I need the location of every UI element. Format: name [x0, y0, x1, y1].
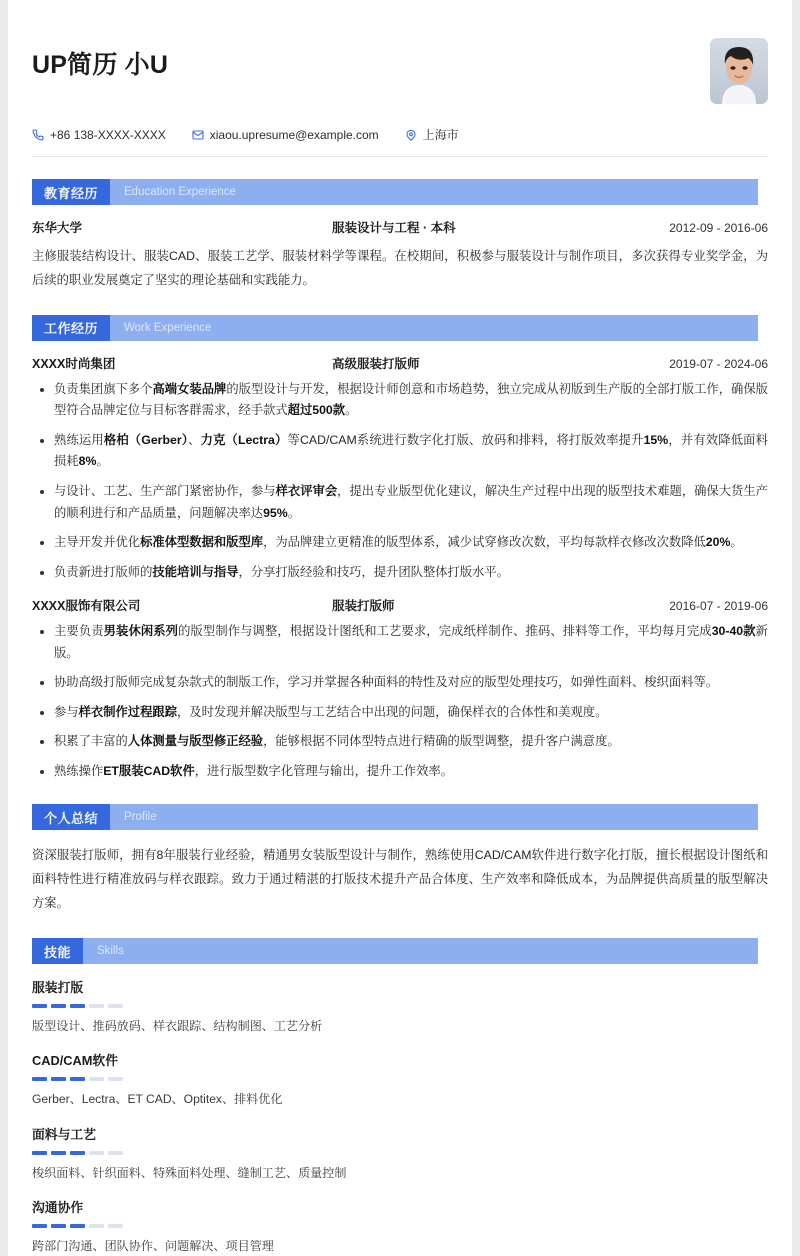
location-pin-icon	[405, 129, 417, 141]
section-header-profile	[32, 804, 758, 830]
resume-page	[8, 0, 792, 1256]
section-title-cn: 个人总结	[32, 804, 110, 830]
name-row	[32, 38, 768, 104]
skill-dash-empty	[89, 1224, 104, 1228]
entry-bullet-list	[32, 379, 768, 583]
section-title-cn: 教育经历	[32, 179, 110, 205]
contact-row	[32, 126, 768, 157]
entry-description: 主修服装结构设计、服装CAD、服装工艺学、服装材料学等课程。在校期间，积极参与服装设计与制作项目，多次获得专业奖学金，为后续的职业发展奠定了坚实的理论基础和实践能力。	[32, 249, 768, 287]
skill-dash-filled	[70, 1151, 85, 1155]
skill-dash-filled	[51, 1151, 66, 1155]
entry-head	[32, 354, 768, 372]
bullet-item: 负责集团旗下多个高端女装品牌的版型设计与开发，根据设计师创意和市场趋势，独立完成从初版到生产版的全部打版工作，确保版型符合品牌定位与目标客群需求，经手款式超过500款。	[32, 379, 768, 422]
contact-location[interactable]	[405, 126, 459, 143]
skill-dash-empty	[108, 1151, 123, 1155]
bullet-item: 主要负责男装休闲系列的版型制作与调整，根据设计图纸和工艺要求，完成纸样制作、推码、排料等工作，平均每月完成30-40款新版。	[32, 621, 768, 664]
contact-phone-value: +86 138-XXXX-XXXX	[50, 127, 166, 142]
section-title-en: Education Experience	[124, 186, 236, 198]
skill-items: 跨部门沟通、团队协作、问题解决、项目管理	[32, 1239, 274, 1254]
skill-dash-empty	[108, 1077, 123, 1081]
entry-bullet-list	[32, 621, 768, 782]
section-title-en: Work Experience	[124, 321, 212, 334]
skill-dash-filled	[32, 1224, 47, 1228]
avatar	[710, 38, 768, 104]
skill-dash-empty	[89, 1077, 104, 1081]
bullet-item: 协助高级打版师完成复杂款式的制版工作，学习并掌握各种面料的特性及对应的版型处理技巧，如弹性面料、梭织面料等。	[32, 672, 768, 694]
skill-name: CAD/CAM软件	[32, 1053, 119, 1069]
skill-level-meter	[32, 1151, 768, 1155]
avatar-photo-icon	[710, 38, 768, 104]
entry-head	[32, 596, 768, 614]
skill-dash-filled	[32, 1004, 47, 1008]
work-entry	[32, 596, 768, 782]
contact-email[interactable]	[192, 128, 379, 142]
bullet-item: 熟练操作ET服装CAD软件，进行版型数字化管理与输出，提升工作效率。	[32, 761, 768, 783]
bullet-item: 参与样衣制作过程跟踪，及时发现并解决版型与工艺结合中出现的问题，确保样衣的合体性和美观度。	[32, 702, 768, 724]
bullet-item: 主导开发并优化标准体型数据和版型库，为品牌建立更精准的版型体系，减少试穿修改次数，平均每款样衣修改次数降低20%。	[32, 532, 768, 554]
entry-organization: XXXX时尚集团	[32, 356, 116, 371]
section-header-skills	[32, 938, 758, 964]
work-entry	[32, 354, 768, 583]
skill-dash-filled	[51, 1077, 66, 1081]
phone-icon	[32, 129, 44, 141]
section-education	[32, 179, 768, 293]
skill-dash-empty	[89, 1151, 104, 1155]
section-title-en: Profile	[124, 811, 157, 824]
resume-header	[32, 0, 768, 157]
bullet-item: 负责新进打版师的技能培训与指导，分享打版经验和技巧，提升团队整体打版水平。	[32, 562, 768, 584]
email-icon	[192, 129, 204, 141]
skill-level-meter	[32, 1004, 768, 1008]
skill-name: 服装打版	[32, 980, 84, 996]
section-work	[32, 315, 768, 782]
bullet-item: 熟练运用格柏（Gerber）、力克（Lectra）等CAD/CAM系统进行数字化打版、放码和排料，将打版效率提升15%，并有效降低面料损耗8%。	[32, 430, 768, 473]
entry-head	[32, 218, 768, 236]
skill-dash-filled	[70, 1004, 85, 1008]
skill-items: 版型设计、推码放码、样衣跟踪、结构制图、工艺分析	[32, 1019, 323, 1034]
bullet-item: 积累了丰富的人体测量与版型修正经验，能够根据不同体型特点进行精确的版型调整，提升客户满意度。	[32, 731, 768, 753]
bullet-item: 与设计、工艺、生产部门紧密协作，参与样衣评审会，提出专业版型优化建议，解决生产过程中出现的版型技术难题，确保大货生产的顺利进行和产品质量，问题解决率达95%。	[32, 481, 768, 524]
skill-dash-filled	[51, 1224, 66, 1228]
contact-phone[interactable]	[32, 128, 166, 142]
skill-dash-empty	[108, 1004, 123, 1008]
skill-items: 梭织面料、针织面料、特殊面料处理、缝制工艺、质量控制	[32, 1165, 347, 1180]
contact-location-value: 上海市	[422, 128, 459, 142]
entry-role: 服装打版师	[332, 599, 395, 614]
section-title-cn: 工作经历	[32, 315, 110, 341]
skill-block	[32, 977, 768, 1036]
entry-organization: 东华大学	[32, 221, 83, 235]
skill-dash-filled	[70, 1224, 85, 1228]
entry-role: 高级服装打版师	[332, 356, 420, 371]
entry-date: 2019-07 - 2024-06	[669, 356, 768, 371]
skill-block	[32, 1197, 768, 1256]
section-header-education	[32, 179, 758, 205]
skill-level-meter	[32, 1224, 768, 1228]
entry-date: 2012-09 - 2016-06	[669, 221, 768, 235]
contact-email-value: xiaou.upresume@example.com	[209, 127, 379, 142]
skill-dash-filled	[32, 1077, 47, 1081]
entry-role: 服装设计与工程 · 本科	[332, 221, 456, 235]
section-title-en: Skills	[97, 945, 124, 958]
entry-organization: XXXX服饰有限公司	[32, 599, 141, 614]
skill-dash-filled	[32, 1151, 47, 1155]
education-entry	[32, 218, 768, 293]
skill-block	[32, 1050, 768, 1109]
page-title: UP简历 小U	[32, 51, 169, 79]
section-title-cn: 技能	[32, 938, 83, 964]
section-profile	[32, 804, 768, 916]
profile-summary: 资深服装打版师，拥有8年服装行业经验，精通男女装版型设计与制作，熟练使用CAD/CAM软件进行数字化打版，擅长根据设计图纸和面料特性进行精准放码与样衣跟踪。致力于通过精湛的打版技术提升产品合体度、生产效率和降低成本，为品牌提供高质量的版型解决方案。	[32, 848, 768, 911]
skill-level-meter	[32, 1077, 768, 1081]
skill-dash-filled	[70, 1077, 85, 1081]
skill-items: Gerber、Lectra、ET CAD、Optitex、排料优化	[32, 1092, 283, 1107]
section-header-work	[32, 315, 758, 341]
skill-name: 沟通协作	[32, 1200, 84, 1216]
skill-dash-empty	[89, 1004, 104, 1008]
skill-block	[32, 1124, 768, 1183]
skill-dash-empty	[108, 1224, 123, 1228]
entry-date: 2016-07 - 2019-06	[669, 599, 768, 614]
skills-list	[32, 977, 768, 1256]
skill-name: 面料与工艺	[32, 1126, 96, 1142]
skill-dash-filled	[51, 1004, 66, 1008]
section-skills	[32, 938, 768, 1256]
